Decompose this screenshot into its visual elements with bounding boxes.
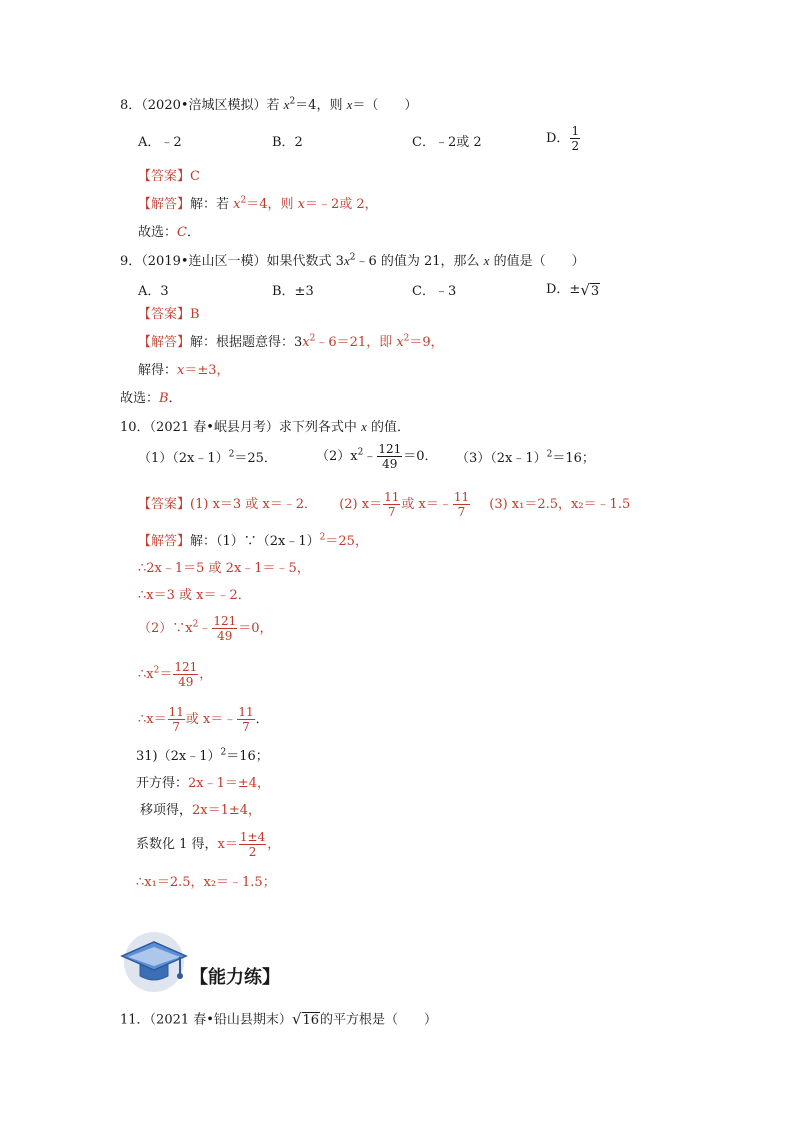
q9-answer: 【答案】B	[138, 307, 200, 322]
q8-choice-c: C．﹣2或 2	[412, 135, 482, 150]
q10-sol-2: ∴2x﹣1＝5 或 2x﹣1＝﹣5，	[138, 561, 310, 576]
q9-get: 解得：x＝±3，	[138, 363, 230, 378]
q10-sol-1: 【解答】解：（1）∵（2x﹣1）$^2$＝25，	[138, 532, 368, 549]
q10-sol-6: ∴x＝ $\frac{11}{7}$ 或 x＝﹣ $\frac{11}{7}$ ．	[138, 705, 269, 734]
q10-sol-11: ∴x₁＝2.5，x₂＝﹣1.5；	[136, 875, 276, 890]
q10-part2: $(2)x^2﹣$ $\frac{121}{49}$ ＝0．	[316, 442, 438, 471]
q10-sol-7: 31)（2x﹣1）$^2$＝16；	[136, 747, 269, 764]
q10-answer-fraction-2: $\frac{11}{7}$	[453, 490, 470, 519]
q8-answer: 【答案】C	[138, 169, 200, 184]
q8-choose: 故选：C．	[138, 225, 200, 240]
q8-choice-b: B．2	[272, 135, 303, 150]
section-title: 【能力练】	[190, 967, 280, 988]
q10-sol-8: 开方得：2x﹣1＝±4，	[136, 776, 271, 791]
q9-choice-a: A．3	[138, 284, 169, 299]
q8-solution: 【解答】解：若 $x^2=4$，则 x＝﹣2或 2，	[138, 195, 378, 212]
q10-sol-5-fraction: $\frac{121}{49}$	[174, 660, 198, 689]
q10-answer-fraction-1: $\frac{11}{7}$	[384, 490, 400, 519]
q10-part1: （1）（2x﹣1）$^2$＝25．	[138, 449, 277, 466]
q8-stem: 8．（2020•涪城区模拟）若 $x^2=4$，则 x＝（ ）	[120, 96, 418, 113]
q9-choice-d: D．±√3	[546, 280, 600, 299]
q10-sol-4: $(2)\because x^2﹣$ $\frac{121}{49}$ ＝0，	[138, 614, 273, 643]
q10-part3: （3）（2x﹣1）$^2$＝16；	[456, 449, 595, 466]
q9-choose: 故选：B．	[120, 391, 182, 406]
q9-choice-c: C．﹣3	[412, 284, 457, 299]
q9-stem: 9．（2019•连山区一模）如果代数式 $3x^2﹣6$ 的值为 21，那么 x 的值是（ ）	[120, 252, 585, 269]
q10-sol-4-fraction: $\frac{121}{49}$	[213, 614, 237, 643]
q10-stem: 10．（2021 春•岷县月考）求下列各式中 x 的值．	[120, 419, 410, 435]
q10-sol-3: ∴x＝3 或 x＝﹣2．	[138, 588, 251, 603]
q11-stem: 11．（2021 春•铅山县期末）√16的平方根是（ ）	[120, 1010, 438, 1028]
q10-answer: 【答案】(1) x＝3 或 x＝﹣2． (2) x＝ $\frac{11}{7}$ 或 x＝﹣ $\frac{11}{7}$ (3) x₁＝2.5，x₂＝﹣1.5	[138, 490, 631, 519]
q10-sol-6-fraction-1: $\frac{11}{7}$	[168, 705, 184, 734]
q8-choice-a: A．﹣2	[138, 135, 182, 150]
q11-sqrt: √16	[291, 1010, 320, 1028]
q10-sol-9: 移项得，2x＝1±4，	[140, 803, 262, 818]
q9-solution: 【解答】解：根据题意得：$3x^2﹣6=21$，即 $x^2=9$，	[138, 333, 444, 350]
q10-sol-5: $\therefore x^2=$ $\frac{121}{49}$ ，	[138, 660, 213, 689]
q8-choice-d-fraction: $\frac{1}{2}$	[571, 124, 580, 153]
q9-choice-d-sqrt: √3	[580, 280, 600, 299]
q10-sol-10-fraction: $\frac{1\pm 4}{2}$	[239, 830, 266, 859]
q10-part2-fraction: $\frac{121}{49}$	[378, 442, 402, 471]
q10-sol-10: 系数化 1 得，x＝ $\frac{1\pm 4}{2}$ ，	[136, 830, 281, 859]
q8-choice-d: D． $\frac{1}{2}$	[546, 124, 580, 153]
graduation-cap-icon	[118, 930, 192, 994]
q10-sol-6-fraction-2: $\frac{11}{7}$	[238, 705, 254, 734]
q9-choice-b: B．±3	[272, 284, 314, 299]
